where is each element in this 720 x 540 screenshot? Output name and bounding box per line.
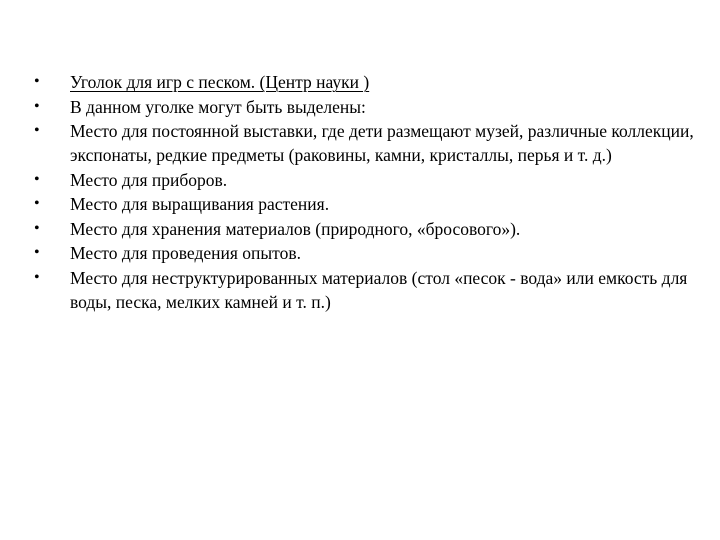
bullet-icon: • (34, 122, 40, 139)
list-item (34, 70, 694, 94)
list-item-text: Уголок для игр с песком. (Центр науки ) (70, 72, 370, 92)
list-item (34, 192, 694, 216)
bullet-icon: • (34, 97, 40, 115)
list-item-text: Место для постоянной выставки, где дети размещают музей, различные коллекции, экспонаты, редкие предметы (раковины, камни, кристаллы, перья и т. д.) (70, 121, 694, 165)
list-item (34, 168, 694, 192)
list-item-text: В данном уголке могут быть выделены: (70, 96, 366, 117)
list-item (34, 217, 694, 241)
list-item-text: Место для приборов. (70, 169, 228, 190)
list-item-text: Место для хранения материалов (природного, «бросового»). (70, 218, 521, 239)
bullet-icon: • (34, 170, 40, 188)
bullet-icon: • (34, 195, 40, 212)
list-item (34, 266, 694, 314)
list-item (34, 241, 694, 265)
bullet-icon: • (34, 73, 40, 90)
bullet-icon: • (34, 244, 40, 261)
list-item (34, 95, 694, 119)
list-item (34, 119, 694, 167)
bullet-icon: • (34, 219, 40, 237)
list-item-text: Место для неструктурированных материалов (стол «песок - вода» или емкость для воды, песка, мелких камней и т. п.) (70, 267, 688, 312)
list-item-text: Место для выращивания растения. (70, 194, 330, 214)
bullet-icon: • (34, 268, 40, 286)
bullet-list (34, 70, 694, 314)
list-item-text: Место для проведения опытов. (70, 243, 301, 263)
